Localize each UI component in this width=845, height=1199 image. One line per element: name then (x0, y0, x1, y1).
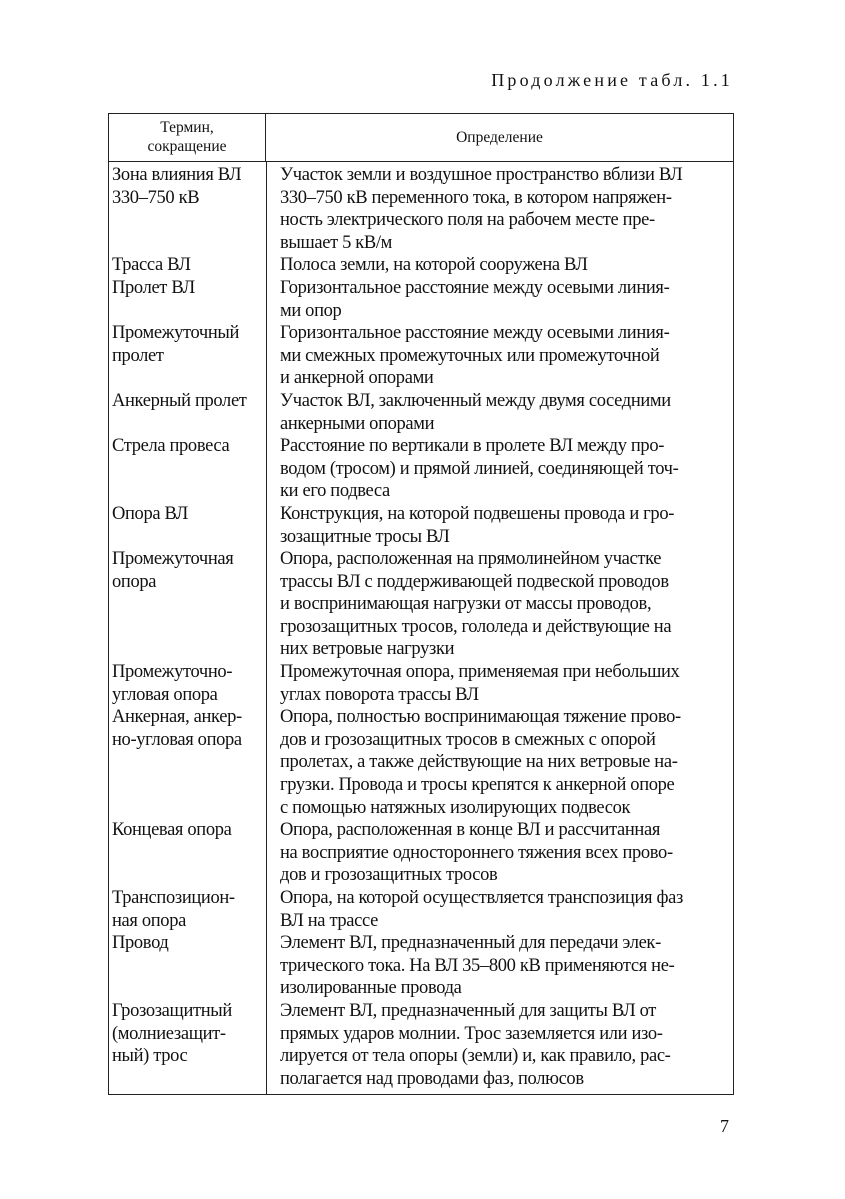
term-cell: Промежуточная опора (112, 549, 234, 592)
table-row (109, 322, 733, 390)
term-cell: Провод (112, 933, 169, 954)
term-cell: Зона влияния ВЛ 330–750 кВ (112, 165, 242, 208)
definition-cell: Участок земли и воздушное пространство вблизи ВЛ 330–750 кВ переменного тока, в котором напряжен- ность электрического поля на рабочем месте пре- вышает 5 кВ/м (280, 165, 683, 253)
definition-cell: Опора, расположенная на прямолинейном участке трассы ВЛ с поддерживающей подвеской проводов и воспринимающая нагрузки от массы проводов, грозозащитных тросов, гололеда и действующие на них ветровые нагрузки (280, 549, 672, 660)
term-cell: Стрела провеса (112, 436, 230, 457)
term-cell: Трасса ВЛ (112, 255, 191, 276)
table-row (109, 503, 733, 548)
definition-cell: Полоса земли, на которой сооружена ВЛ (280, 255, 588, 276)
term-cell: Грозозащитный (молниезащит- ный) трос (112, 1000, 232, 1067)
term-cell: Опора ВЛ (112, 503, 188, 524)
table-row (109, 819, 733, 887)
definition-cell: Элемент ВЛ, предназначенный для передачи элек- трического тока. На ВЛ 35–800 кВ применяются не- изолированные провода (280, 933, 675, 999)
table-row (109, 1000, 733, 1090)
definition-cell: Участок ВЛ, заключенный между двумя соседними анкерными опорами (280, 390, 671, 434)
terms-table (108, 113, 734, 1095)
definition-cell: Расстояние по вертикали в пролете ВЛ между про- водом (тросом) и прямой линией, соединяющей точ- ки его подвеса (280, 436, 679, 502)
term-cell: Промежуточный пролет (112, 323, 240, 366)
table-row (109, 706, 733, 819)
table-row (109, 887, 733, 932)
definition-cell: Опора, полностью воспринимающая тяжение прово- дов и грозозащитных тросов в смежных с опорой пролетах, а также действующие на них ветровые на- грузки. Провода и тросы крепятся к анкерной опоре с помощью натяжных изолирующих подвесок (280, 707, 681, 818)
term-cell: Анкерная, анкер- но-угловая опора (112, 707, 242, 750)
term-cell: Транспозицион- ная опора (112, 888, 235, 931)
running-head: Продолжение табл. 1.1 (491, 70, 733, 90)
term-cell: Пролет ВЛ (112, 277, 195, 298)
definition-cell: Промежуточная опора, применяемая при небольших углах поворота трассы ВЛ (280, 662, 680, 705)
table-row (109, 435, 733, 503)
definition-cell: Конструкция, на которой подвешены провода и гро- зозащитные тросы ВЛ (280, 503, 675, 547)
table-row (109, 390, 733, 435)
table-row (109, 661, 733, 706)
header-definition: Определение (456, 129, 543, 146)
table-body (109, 162, 733, 1094)
definition-cell: Горизонтальное расстояние между осевыми линия- ми смежных промежуточных или промежуточной и анкерной опорами (280, 323, 670, 389)
table-row (109, 277, 733, 322)
table-row (109, 254, 733, 277)
term-cell: Анкерный пролет (112, 390, 247, 411)
table-header (109, 114, 733, 162)
table-row (109, 548, 733, 661)
definition-cell: Горизонтальное расстояние между осевыми линия- ми опор (280, 277, 670, 321)
table-row (109, 932, 733, 1000)
page-number: 7 (720, 1116, 729, 1136)
table-row (109, 164, 733, 254)
term-cell: Концевая опора (112, 820, 232, 841)
definition-cell: Элемент ВЛ, предназначенный для защиты ВЛ от прямых ударов молнии. Трос заземляется или изо- лируется от тела опоры (земли) и, как правило, рас- полагается над проводами фаз, полюсов (280, 1000, 671, 1089)
definition-cell: Опора, на которой осуществляется транспозиция фаз ВЛ на трассе (280, 888, 683, 931)
definition-cell: Опора, расположенная в конце ВЛ и рассчитанная на восприятие одностороннего тяжения всех прово- дов и грозозащитных тросов (280, 820, 673, 886)
term-cell: Промежуточно- угловая опора (112, 662, 233, 705)
header-term: Термин, сокращение (109, 114, 266, 161)
